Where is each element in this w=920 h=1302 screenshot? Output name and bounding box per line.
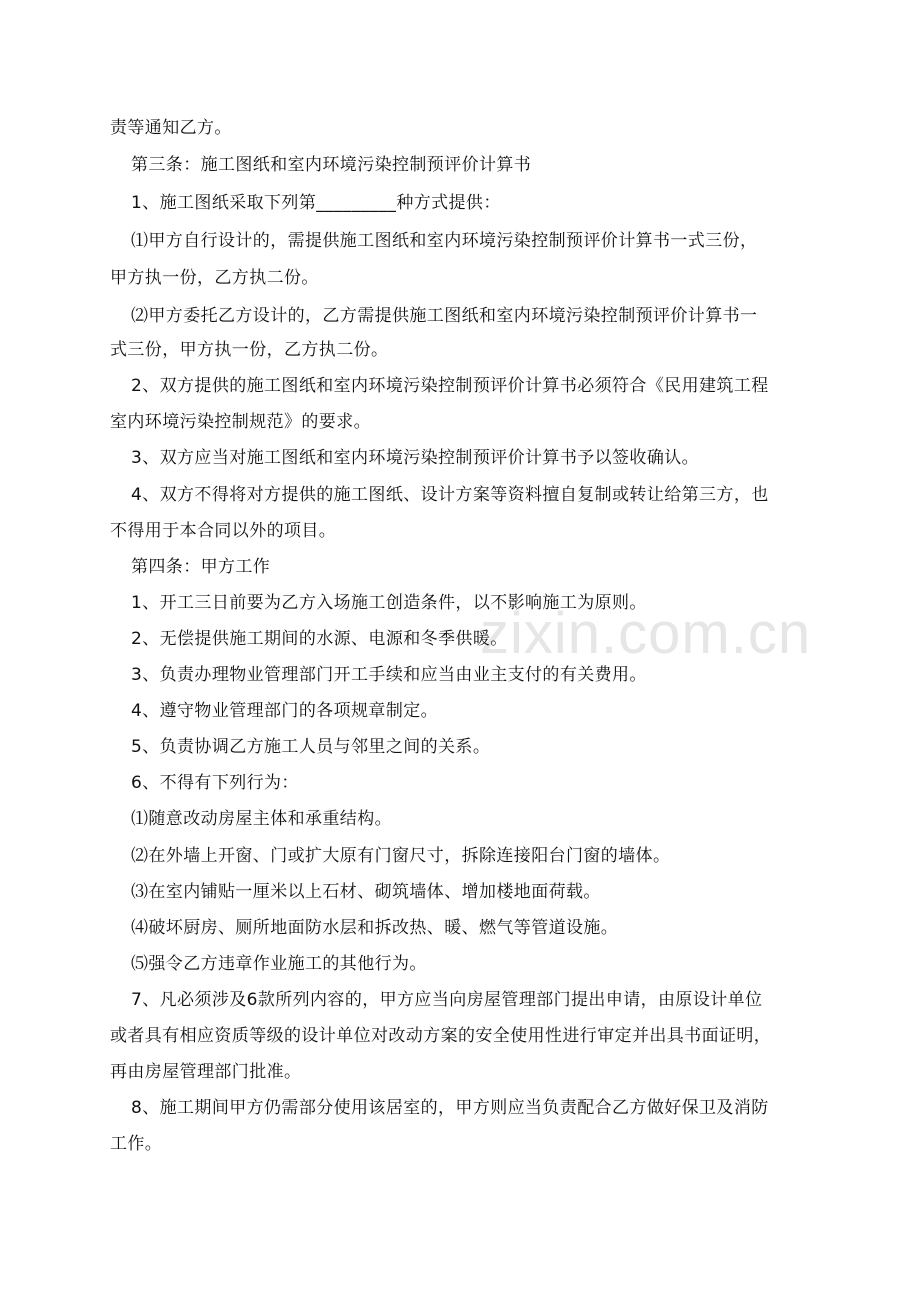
text-line: ⑶在室内铺贴一厘米以上石材、砌筑墙体、增加楼地面荷载。 xyxy=(131,882,601,902)
text-line: 8、施工期间甲方仍需部分使用该居室的，甲方则应当负责配合乙方做好保卫及消防 xyxy=(131,1098,769,1118)
text-line: 3、负责办理物业管理部门开工手续和应当由业主支付的有关费用。 xyxy=(131,665,647,685)
text-line: 责等通知乙方。 xyxy=(110,118,232,138)
text-line: ⑵在外墙上开窗、门或扩大原有门窗尺寸，拆除连接阳台门窗的墙体。 xyxy=(131,846,671,866)
text-line: 4、遵守物业管理部门的各项规章制定。 xyxy=(131,701,439,721)
text-line: ⑷破坏厨房、厕所地面防水层和拆改热、暖、燃气等管道设施。 xyxy=(131,918,619,938)
text-line: 或者具有相应资质等级的设计单位对改动方案的安全使用性进行审定并出具书面证明， xyxy=(110,1026,772,1046)
text-line: 再由房屋管理部门批准。 xyxy=(110,1062,302,1082)
text-line: 2、双方提供的施工图纸和室内环境污染控制预评价计算书必须符合《民用建筑工程 xyxy=(131,376,769,396)
text-line: 2、无偿提供施工期间的水源、电源和冬季供暖。 xyxy=(131,629,508,649)
text-line: ⑴甲方自行设计的，需提供施工图纸和室内环境污染控制预评价计算书一式三份， xyxy=(131,231,758,251)
text-line: 1、施工图纸采取下列第_________种方式提供： xyxy=(131,193,501,213)
text-line: 甲方执一份，乙方执二份。 xyxy=(110,268,319,288)
text-line: 不得用于本合同以外的项目。 xyxy=(110,521,337,541)
text-line: ⑴随意改动房屋主体和承重结构。 xyxy=(131,809,392,829)
text-line: 5、负责协调乙方施工人员与邻里之间的关系。 xyxy=(131,737,491,757)
text-line: 室内环境污染控制规范》的要求。 xyxy=(110,412,371,432)
text-line: 6、不得有下列行为： xyxy=(131,773,299,793)
text-line: ⑵甲方委托乙方设计的，乙方需提供施工图纸和室内环境污染控制预评价计算书一 xyxy=(131,306,758,326)
text-line: ⑸强令乙方违章作业施工的其他行为。 xyxy=(131,954,427,974)
text-line: 式三份，甲方执一份，乙方执二份。 xyxy=(110,340,389,360)
watermark: zixin.com.cn xyxy=(480,601,812,666)
text-line: 7、凡必须涉及6款所列内容的，甲方应当向房屋管理部门提出申请，由原设计单位 xyxy=(131,990,763,1010)
text-line: 工作。 xyxy=(110,1134,163,1154)
text-line: 3、双方应当对施工图纸和室内环境污染控制预评价计算书予以签收确认。 xyxy=(131,448,700,468)
text-line: 4、双方不得将对方提供的施工图纸、设计方案等资料擅自复制或转让给第三方，也 xyxy=(131,485,769,505)
text-line: 第四条：甲方工作 xyxy=(131,557,271,577)
text-line: 第三条：施工图纸和室内环境污染控制预评价计算书 xyxy=(131,155,532,175)
text-line: 1、开工三日前要为乙方入场施工创造条件，以不影响施工为原则。 xyxy=(131,593,647,613)
